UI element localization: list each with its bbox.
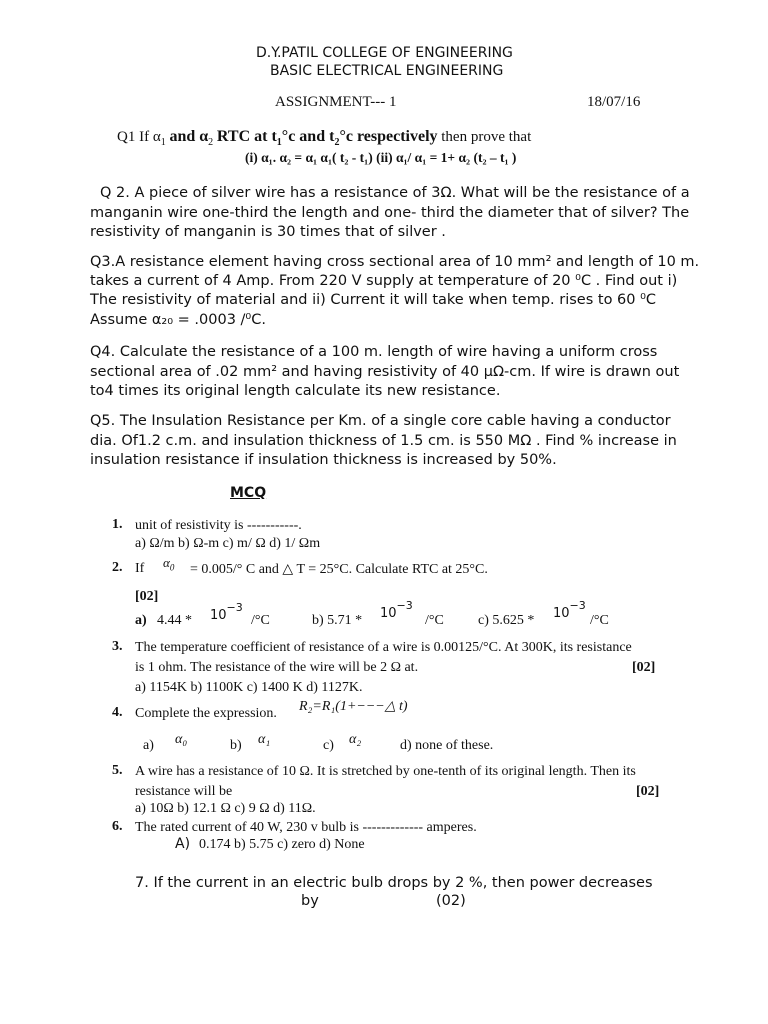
mcq4-option-a-alpha: α₀ xyxy=(175,732,188,747)
assignment-date: 18/07/16 xyxy=(587,94,641,110)
q3-line4: Assume α₂₀ = .0003 /⁰C. xyxy=(90,312,266,328)
mcq5-number: 5. xyxy=(112,763,123,778)
q1-line2: (i) α₁. α₂ = α₁ α₁( t₂ - t₁) (ii) α₁/ α₁ = 1+ α₂ (t₂ – t₁ ) xyxy=(245,150,517,165)
mcq2-option-c-value: c) 5.625 * xyxy=(478,613,535,628)
q5-text: Q5. The Insulation Resistance per Km. of a single core cable having a conductor dia. Of1.2 c.m. and insulation thickness of 1.5 cm. is 550 MΩ . Find % increase in insulation resistance if insulation thickness is increased by 50%. xyxy=(90,413,677,468)
mcq4-number: 4. xyxy=(112,705,123,720)
mcq3-number: 3. xyxy=(112,639,123,654)
mcq3-marks: [02] xyxy=(632,660,656,675)
mcq2-alpha-symbol: $\alpha_0$ xyxy=(163,555,175,573)
mcq3-line1: The temperature coefficient of resistance of a wire is 0.00125/°C. At 300K, its resistance xyxy=(135,640,632,655)
mcq4-option-d: d) none of these. xyxy=(400,738,494,753)
mcq1-question: unit of resistivity is -----------. xyxy=(135,518,302,533)
mcq3-line2: is 1 ohm. The resistance of the wire will be 2 Ω at. xyxy=(135,660,419,675)
assignment-title: ASSIGNMENT--- 1 xyxy=(275,94,397,110)
mcq2-option-a-power: $10^{-3}$ xyxy=(210,601,243,623)
mcq6-option-a-label: A) xyxy=(175,836,191,852)
mcq4-option-a-label: a) xyxy=(143,738,154,753)
mcq2-marks: [02] xyxy=(135,589,159,604)
mcq5-line1: A wire has a resistance of 10 Ω. It is stretched by one-tenth of its original length. Then its xyxy=(135,764,636,779)
mcq2-option-a-label: a) xyxy=(135,613,147,628)
mcq5-options: a) 10Ω b) 12.1 Ω c) 9 Ω d) 11Ω. xyxy=(135,801,316,816)
mcq6-options: 0.174 b) 5.75 c) zero d) None xyxy=(199,837,365,852)
mcq2-option-a-value: 4.44 * xyxy=(157,613,192,628)
mcq4-option-c-alpha: α₂ xyxy=(349,732,362,747)
mcq4-option-b-label: b) xyxy=(230,738,242,753)
q4-text: Q4. Calculate the resistance of a 100 m. length of wire having a uniform cross sectional area of .02 mm² and having resistivity of 40 μΩ-cm. If wire is drawn out to4 times its original length calculate its new resistance. xyxy=(90,344,680,399)
mcq4-expression: R₂=R₁(1+−−−△ t) xyxy=(299,699,408,714)
mcq4-option-c-label: c) xyxy=(323,738,334,753)
mcq6-number: 6. xyxy=(112,819,123,834)
q3-line3: The resistivity of material and ii) Current it will take when temp. rises to 60 ⁰C xyxy=(90,292,657,308)
q2-text: Q 2. A piece of silver wire has a resistance of 3Ω. What will be the resistance of a manganin wire one-third the length and one- third the diameter that of silver? The resistivity of manganin is 30 times that of silver . xyxy=(90,185,690,240)
mcq2-option-b-unit: /°C xyxy=(425,613,444,628)
mcq7-line1: 7. If the current in an electric bulb drops by 2 %, then power decreases xyxy=(135,875,653,891)
mcq2-option-a-unit: /°C xyxy=(251,613,270,628)
mcq7-by: by xyxy=(301,893,319,909)
mcq7-marks: (02) xyxy=(436,893,466,909)
mcq2-option-c-unit: /°C xyxy=(590,613,609,628)
mcq4-option-b-alpha: α₁ xyxy=(258,732,271,747)
q3-line1: Q3.A resistance element having cross sectional area of 10 mm² and length of 10 m. xyxy=(90,254,700,270)
mcq4-question: Complete the expression. xyxy=(135,706,277,721)
subject-name: BASIC ELECTRICAL ENGINEERING xyxy=(270,63,504,79)
mcq-heading: MCQ xyxy=(230,485,267,501)
mcq5-marks: [02] xyxy=(636,784,660,799)
mcq2-option-b-power: $10^{-3}$ xyxy=(380,599,413,621)
mcq2-number: 2. xyxy=(112,560,123,575)
mcq2-option-b-value: b) 5.71 * xyxy=(312,613,363,628)
college-name: D.Y.PATIL COLLEGE OF ENGINEERING xyxy=(256,45,513,61)
mcq2-option-c-power: $10^{-3}$ xyxy=(553,599,586,621)
mcq5-line2: resistance will be xyxy=(135,784,233,799)
mcq2-question: = 0.005/° C and △ T = 25°C. Calculate RTC at 25°C. xyxy=(190,562,488,577)
q1-line1: Q1 If $\alpha_1$ and $\alpha_2$ RTC at $t_1^\circ c$ and $t_2^\circ c$ respectively then prove that xyxy=(117,128,532,148)
q3-line2: takes a current of 4 Amp. From 220 V supply at temperature of 20 ⁰C . Find out i) xyxy=(90,273,678,289)
mcq1-options: a) Ω/m b) Ω-m c) m/ Ω d) 1/ Ωm xyxy=(135,536,321,551)
mcq2-if: If xyxy=(135,561,145,576)
mcq1-number: 1. xyxy=(112,517,123,532)
mcq6-question: The rated current of 40 W, 230 v bulb is ------------- amperes. xyxy=(135,820,477,835)
mcq3-options: a) 1154K b) 1100K c) 1400 K d) 1127K. xyxy=(135,680,363,695)
